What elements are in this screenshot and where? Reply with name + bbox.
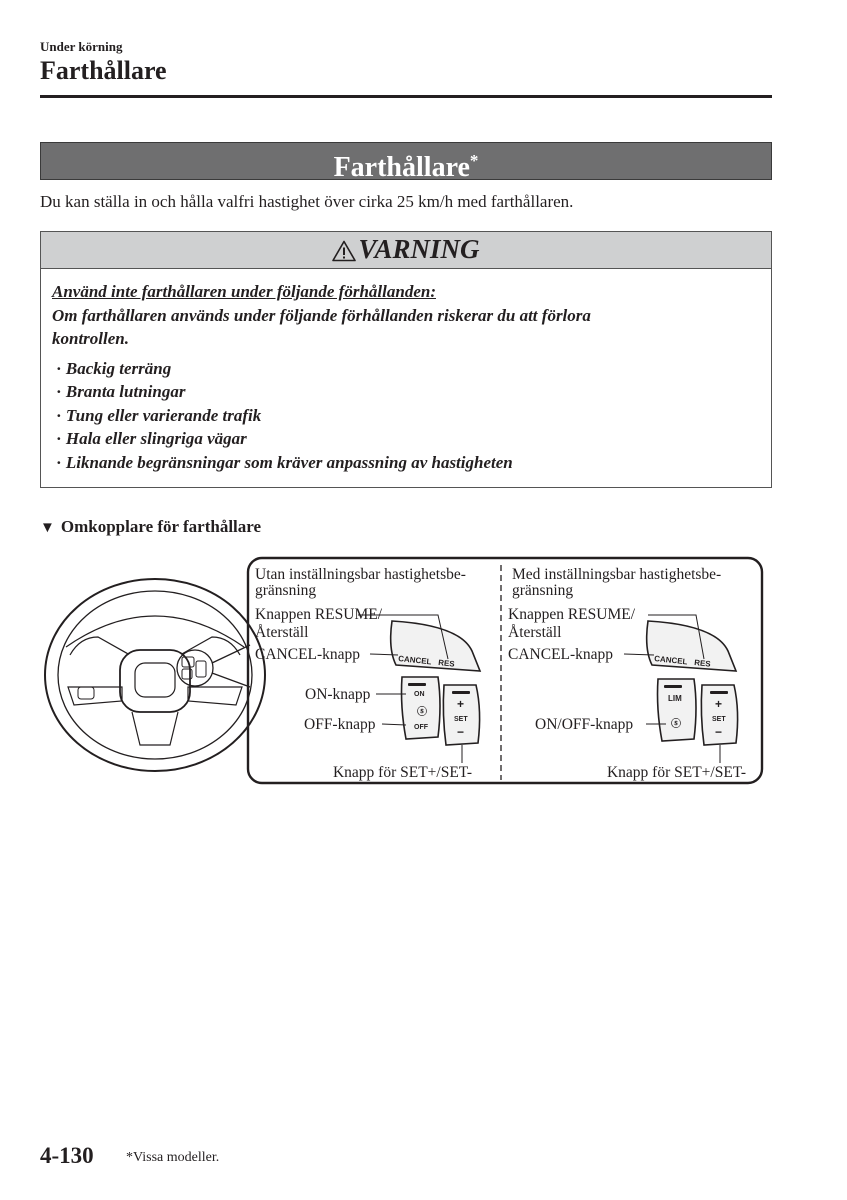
left-resume-label: Knappen RESUME/: [255, 606, 383, 623]
warning-body: [41, 269, 771, 474]
on-button-text: ON: [414, 691, 425, 698]
cruise-icon: ⓢ: [417, 707, 427, 718]
set-button-text: SET: [712, 716, 726, 723]
left-panel-title: Utan inställningsbar hastighetsbe-: [255, 566, 466, 583]
warning-box: [40, 231, 772, 488]
off-button-text: OFF: [414, 724, 428, 731]
switch-heading: [40, 517, 261, 537]
warning-list-item: · Branta lutningar: [56, 380, 760, 404]
right-set-label: Knapp för SET+/SET-: [606, 764, 746, 781]
right-switch-unit: [647, 621, 738, 745]
warning-list-item: · Hala eller slingriga vägar: [56, 427, 760, 451]
res-button-text: RES: [693, 658, 712, 669]
warning-label: VARNING: [358, 234, 480, 264]
left-panel-title-cont: gränsning: [255, 582, 317, 599]
section-heading-bar: [40, 142, 772, 183]
footnote: *Vissa modeller.: [126, 1150, 220, 1165]
intro-paragraph: Du kan ställa in och hålla valfri hastighet över cirka 25 km/h med farthållaren.: [40, 192, 574, 211]
right-resume-label-cont: Återställ: [508, 624, 562, 641]
cancel-button-text: CANCEL: [653, 654, 688, 667]
warning-list: [56, 357, 760, 475]
warning-text-line1: Om farthållaren används under följande förhållanden riskerar du att förlora: [52, 305, 591, 325]
warning-list-item: · Tung eller varierande trafik: [56, 404, 760, 428]
right-cancel-label: CANCEL-knapp: [508, 646, 614, 663]
section-label: Under körning: [40, 39, 123, 54]
set-plus-text: +: [457, 697, 465, 711]
right-onoff-label: ON/OFF-knapp: [535, 716, 634, 733]
right-resume-label: Knappen RESUME/: [508, 606, 636, 623]
model-footnote-mark: *: [469, 151, 479, 170]
page-number: 4-130: [40, 1143, 94, 1168]
left-switch-unit: [391, 621, 480, 745]
res-button-text: RES: [437, 658, 456, 669]
left-resume-label-cont: Återställ: [255, 624, 309, 641]
warning-text-line2: kontrollen.: [52, 329, 129, 348]
left-set-label: Knapp för SET+/SET-: [332, 764, 472, 781]
left-off-label: OFF-knapp: [304, 716, 376, 733]
warning-list-item: · Liknande begränsningar som kräver anpassning av hastigheten: [56, 451, 760, 475]
right-panel-title: Med inställningsbar hastighetsbe-: [512, 566, 722, 583]
switch-diagram: [40, 555, 770, 787]
warning-list-item: · Backig terräng: [56, 357, 760, 381]
cancel-button-text: CANCEL: [397, 654, 432, 667]
set-button-text: SET: [454, 716, 468, 723]
lim-button-text: LIM: [668, 694, 682, 703]
warning-triangle-icon: [332, 240, 356, 262]
title-rule: [40, 95, 772, 98]
section-heading: Farthållare: [333, 152, 470, 183]
left-on-label: ON-knapp: [305, 686, 371, 703]
triangle-down-icon: ▼: [40, 520, 55, 536]
set-plus-text: +: [715, 697, 723, 711]
callout-frame: [248, 558, 762, 783]
warning-heading: Använd inte farthållaren under följande förhållanden:: [52, 282, 436, 301]
switch-heading-text: Omkopplare för farthållare: [60, 517, 262, 536]
steering-wheel-illustration: [45, 579, 265, 771]
left-cancel-label: CANCEL-knapp: [255, 646, 361, 663]
set-minus-text: −: [457, 725, 465, 739]
right-panel-title-cont: gränsning: [512, 582, 574, 599]
page-title: Farthållare: [40, 56, 167, 85]
set-minus-text: −: [715, 725, 723, 739]
warning-header: [41, 232, 771, 269]
cruise-icon: ⓢ: [671, 719, 681, 730]
